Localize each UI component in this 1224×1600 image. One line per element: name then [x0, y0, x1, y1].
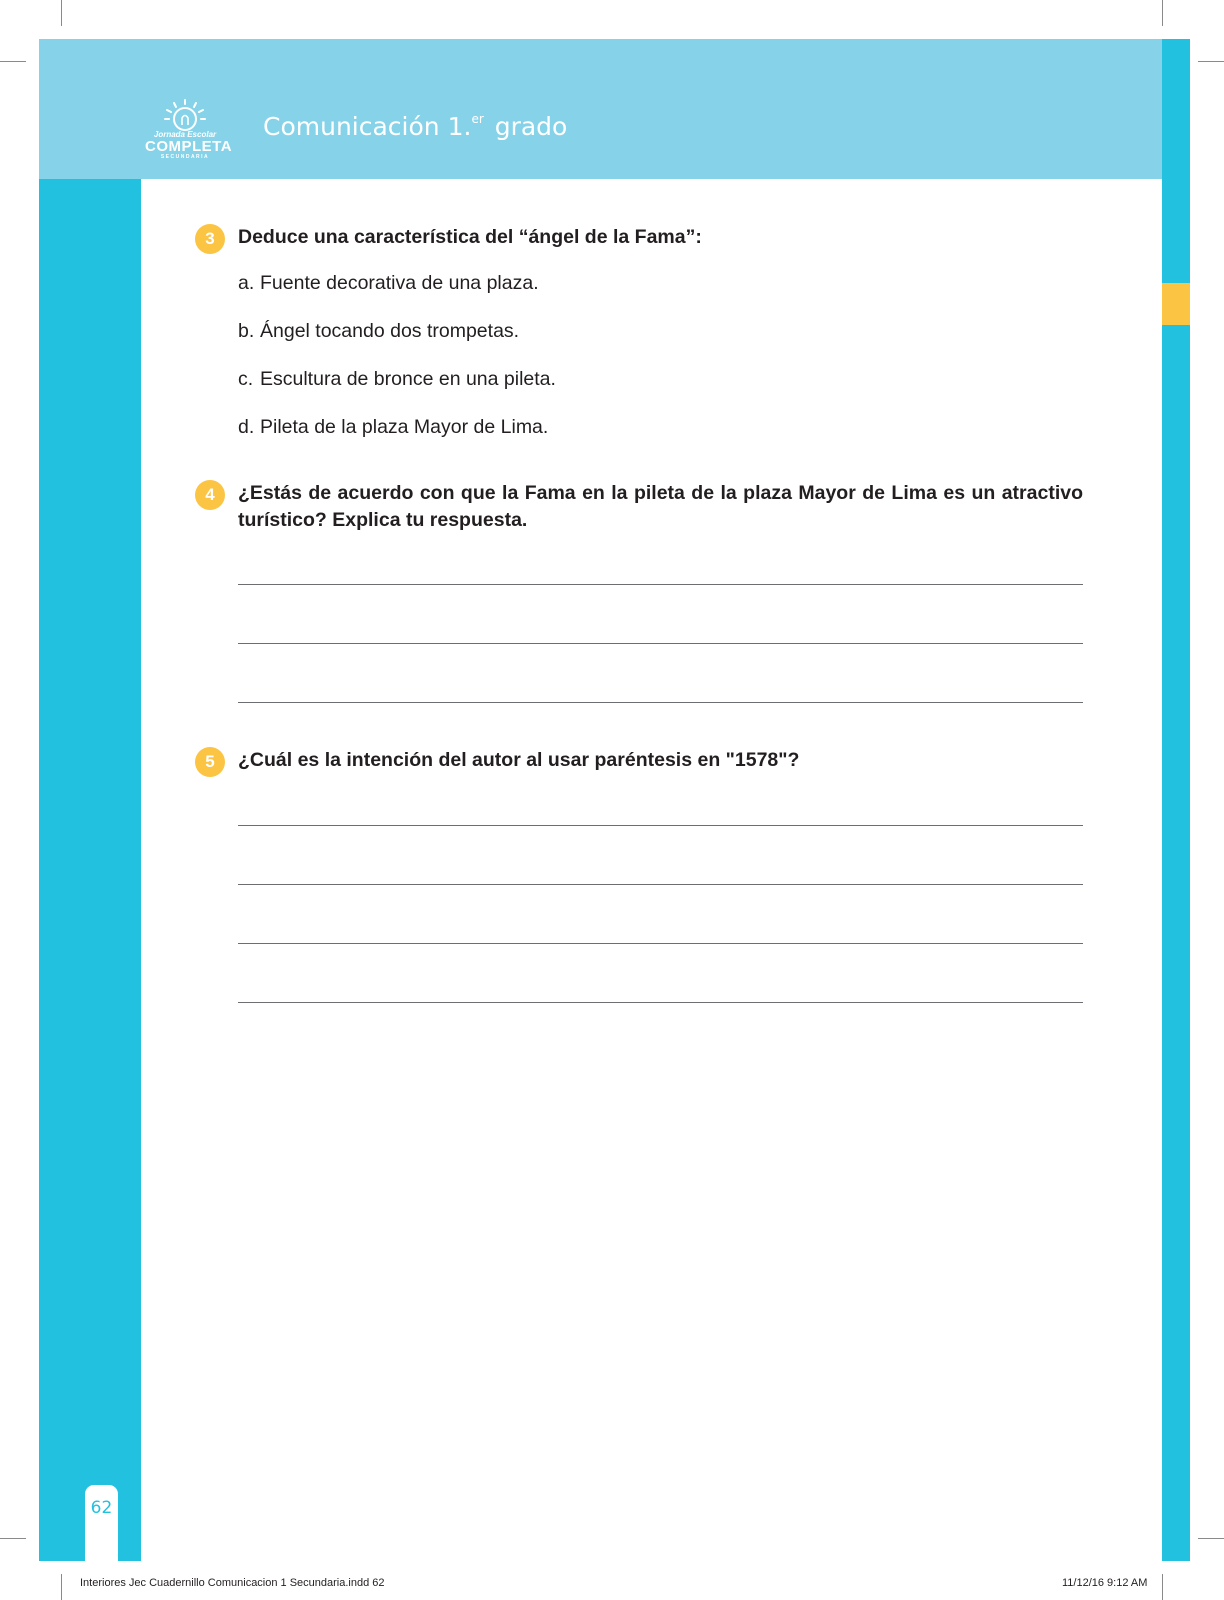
crop-mark	[0, 1538, 26, 1539]
header-title-main: Comunicación 1.	[263, 112, 472, 141]
question-number-badge: 5	[195, 747, 225, 777]
section-tab-marker	[1162, 283, 1190, 325]
question-3-option-d	[238, 416, 548, 439]
header-title-superscript: er	[471, 112, 484, 126]
page-number: 62	[90, 1498, 113, 1518]
answer-line[interactable]	[238, 1002, 1083, 1003]
question-3-option-a	[238, 272, 539, 295]
answer-line[interactable]	[238, 943, 1083, 944]
crop-mark	[1198, 1538, 1224, 1539]
option-text: Fuente decorativa de una plaza.	[260, 272, 539, 294]
page-header-title	[263, 112, 567, 141]
option-text: Escultura de bronce en una pileta.	[260, 368, 556, 390]
question-3-prompt: Deduce una característica del “ángel de la Fama”:	[238, 226, 702, 248]
answer-line[interactable]	[238, 825, 1083, 826]
question-number-badge: 3	[195, 224, 225, 254]
option-letter: a.	[238, 272, 255, 294]
logo-text-completa: COMPLETA	[145, 138, 233, 155]
crop-mark	[1162, 1574, 1163, 1600]
crop-mark	[0, 61, 26, 62]
crop-mark	[61, 0, 62, 26]
option-letter: c.	[238, 368, 254, 390]
right-side-bar	[1162, 39, 1190, 1561]
question-3-option-c	[238, 368, 556, 391]
option-letter: d.	[238, 416, 255, 438]
crop-mark	[1198, 61, 1224, 62]
sun-bulb-icon	[145, 98, 225, 132]
slug-file-info: Interiores Jec Cuadernillo Comunicacion 1 Secundaria.indd 62	[80, 1577, 385, 1589]
crop-mark	[61, 1574, 62, 1600]
question-3-option-b	[238, 320, 519, 343]
left-side-bar	[39, 179, 141, 1561]
answer-line[interactable]	[238, 643, 1083, 644]
question-number-badge: 4	[195, 480, 225, 510]
slug-timestamp: 11/12/16 9:12 AM	[1062, 1577, 1148, 1589]
crop-mark	[1162, 0, 1163, 26]
logo-text-jornada: Jornada Escolar	[153, 130, 217, 139]
jornada-escolar-completa-logo	[145, 98, 233, 160]
option-text: Ángel tocando dos trompetas.	[260, 320, 520, 342]
answer-line[interactable]	[238, 584, 1083, 585]
question-5-prompt: ¿Cuál es la intención del autor al usar paréntesis en "1578"?	[238, 749, 800, 771]
answer-line[interactable]	[238, 702, 1083, 703]
answer-line[interactable]	[238, 884, 1083, 885]
logo-text-secundaria: SECUNDARIA	[160, 154, 210, 160]
header-title-grado: grado	[494, 112, 568, 141]
page-number-tab	[85, 1485, 118, 1561]
option-text: Pileta de la plaza Mayor de Lima.	[260, 416, 549, 438]
option-letter: b.	[238, 320, 255, 342]
question-4-prompt: ¿Estás de acuerdo con que la Fama en la pileta de la plaza Mayor de Lima es un atractivo turístico? Explica tu respuesta.	[238, 482, 1083, 531]
